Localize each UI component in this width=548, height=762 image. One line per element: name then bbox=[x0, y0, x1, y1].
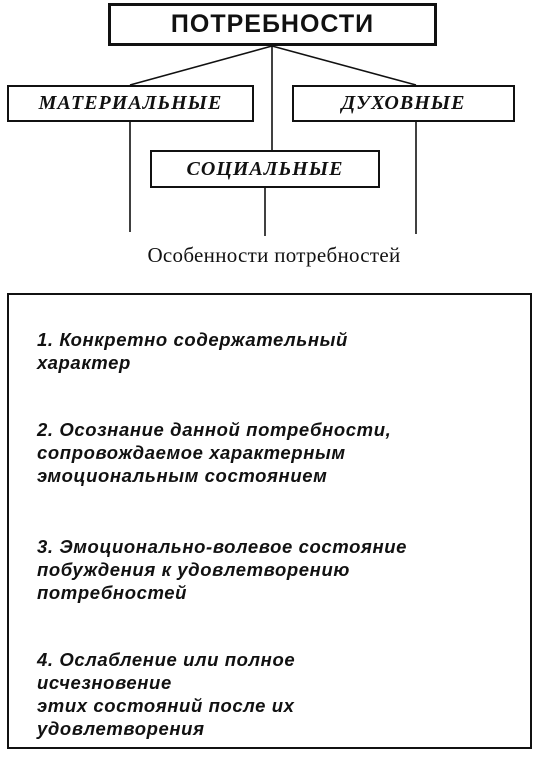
feature-item-2-line-3: эмоциональным состоянием bbox=[37, 465, 328, 486]
material-needs-box bbox=[7, 85, 254, 122]
feature-item-4 bbox=[37, 648, 507, 740]
connector-root-material bbox=[130, 46, 272, 85]
social-needs-box bbox=[150, 150, 380, 188]
feature-item-4-line-2: исчезновение bbox=[37, 672, 172, 693]
feature-item-1 bbox=[37, 328, 507, 374]
feature-item-1-line-2: характер bbox=[37, 352, 131, 373]
feature-item-3-line-3: потребностей bbox=[37, 582, 188, 603]
material-needs-label: МАТЕРИАЛЬНЫЕ bbox=[38, 92, 223, 114]
spiritual-needs-label: ДУХОВНЫЕ bbox=[341, 92, 466, 114]
feature-item-4-line-3: этих состояний после их bbox=[37, 695, 295, 716]
feature-item-2-line-1: 2. Осознание данной потребности, bbox=[37, 419, 392, 440]
feature-item-4-line-4: удовлетворения bbox=[37, 718, 205, 739]
feature-item-3-line-1: 3. Эмоционально-волевое состояние bbox=[37, 536, 408, 557]
needs-root-box bbox=[108, 3, 437, 46]
spiritual-needs-box bbox=[292, 85, 515, 122]
feature-item-4-line-1: 4. Ослабление или полное bbox=[37, 649, 296, 670]
social-needs-label: СОЦИАЛЬНЫЕ bbox=[186, 157, 344, 180]
needs-root-label: ПОТРЕБНОСТИ bbox=[170, 10, 375, 38]
connector-root-spiritual bbox=[272, 46, 416, 85]
feature-item-3-line-2: побуждения к удовлетворению bbox=[37, 559, 350, 580]
feature-item-2 bbox=[37, 418, 507, 487]
feature-item-2-line-2: сопровождаемое характерным bbox=[37, 442, 346, 463]
features-title: Особенности потребностей bbox=[147, 243, 401, 267]
feature-item-1-line-1: 1. Конкретно содержательный bbox=[37, 329, 348, 350]
feature-item-3 bbox=[37, 535, 507, 604]
